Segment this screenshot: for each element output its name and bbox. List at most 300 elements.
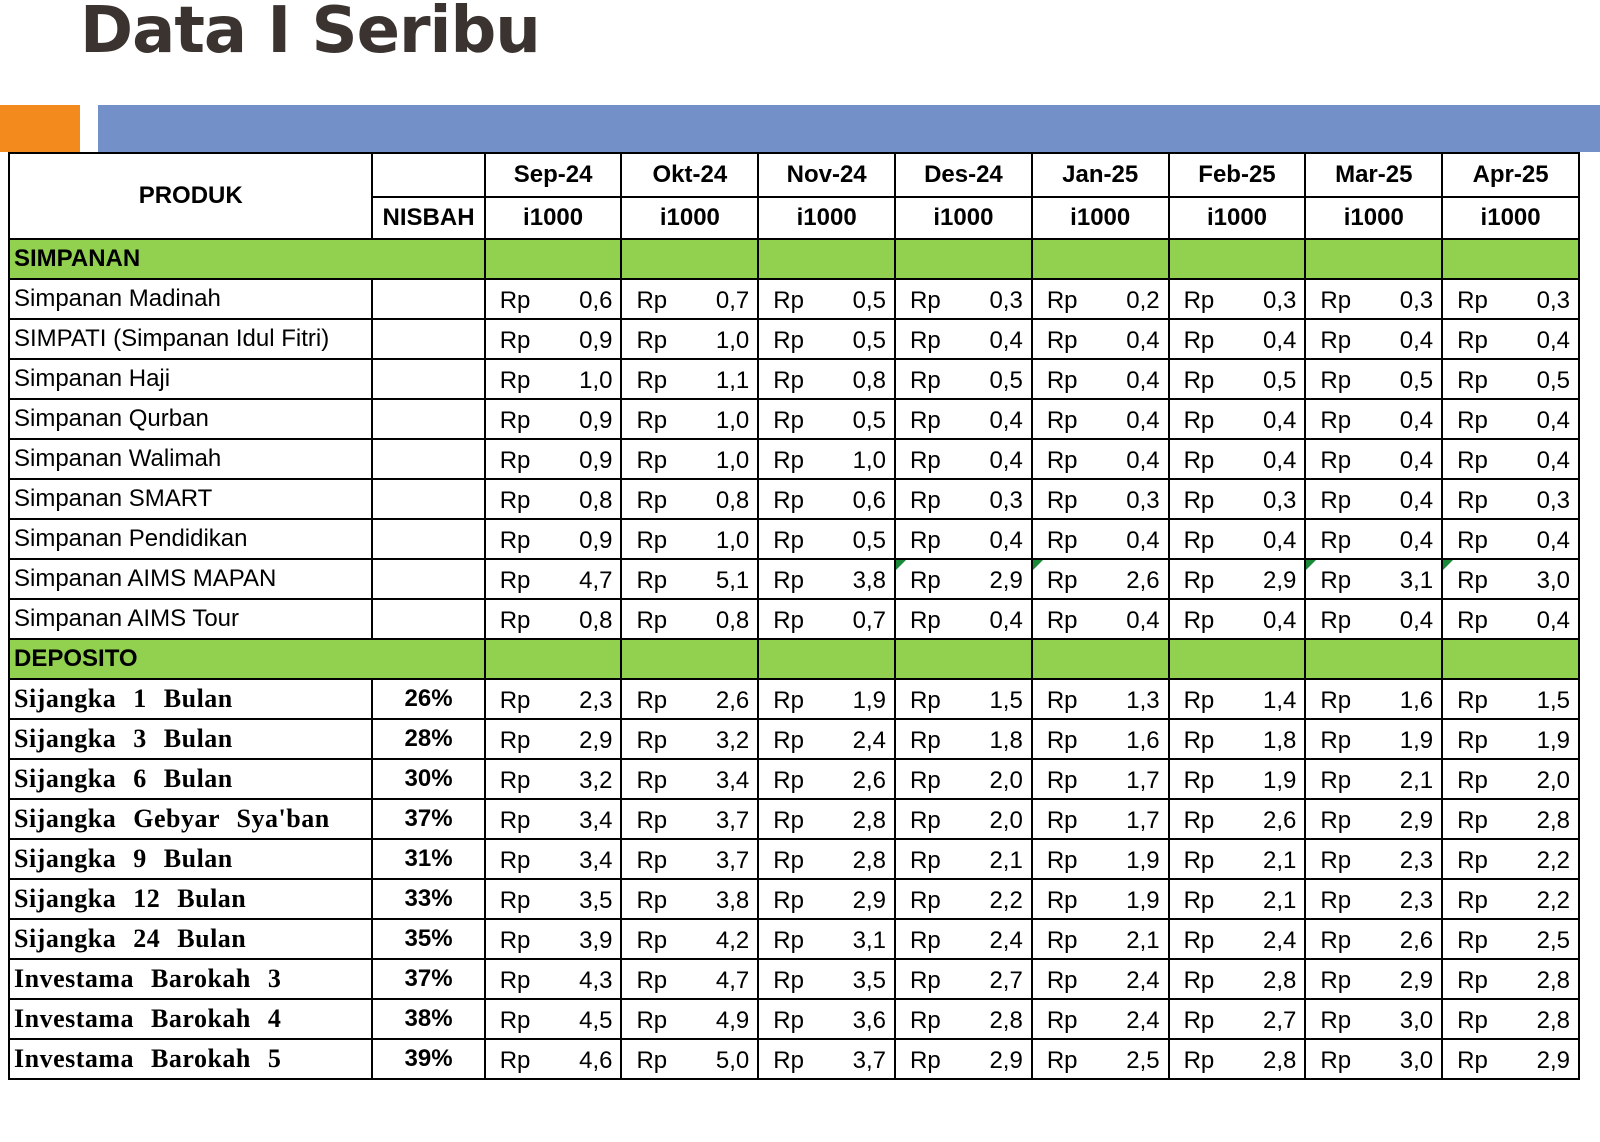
currency-label: Rp [1046, 847, 1078, 874]
currency-label: Rp [910, 767, 941, 794]
value-number: 2,3 [1399, 847, 1434, 874]
value-number: 0,3 [1263, 487, 1297, 514]
product-name: Simpanan AIMS MAPAN [9, 559, 372, 599]
value-number: 2,1 [1399, 767, 1434, 794]
currency-label: Rp [773, 407, 804, 434]
value-cell [1032, 879, 1169, 919]
product-name: Sijangka Gebyar Sya'ban [9, 799, 372, 839]
section-row-simpanan [9, 239, 1579, 279]
value-number: 3,9 [579, 927, 613, 954]
value-cell [1169, 879, 1306, 919]
value-number: 0,7 [715, 287, 750, 314]
value-cell [1305, 399, 1442, 439]
value-cell [895, 359, 1032, 399]
currency-label: Rp [1183, 607, 1215, 634]
value-number: 0,4 [1126, 327, 1160, 354]
header-unit: i1000 [621, 197, 758, 239]
value-cell [621, 679, 758, 719]
value-number: 2,8 [852, 807, 887, 834]
value-cell [485, 399, 622, 439]
currency-label: Rp [1457, 807, 1488, 834]
value-cell [758, 519, 895, 559]
currency-label: Rp [636, 887, 668, 914]
value-number: 1,9 [852, 687, 887, 714]
nisbah-cell: 37% [372, 959, 484, 999]
value-number: 0,4 [1536, 527, 1570, 554]
value-number: 0,5 [1536, 367, 1570, 394]
currency-label: Rp [1183, 487, 1215, 514]
currency-label: Rp [636, 287, 668, 314]
currency-label: Rp [499, 687, 531, 714]
currency-label: Rp [1320, 967, 1352, 994]
value-number: 2,6 [1399, 927, 1434, 954]
value-number: 2,4 [1126, 967, 1160, 994]
currency-label: Rp [773, 687, 804, 714]
currency-label: Rp [1320, 327, 1352, 354]
value-number: 3,4 [715, 767, 750, 794]
value-number: 2,6 [1263, 807, 1297, 834]
value-number: 3,4 [579, 847, 613, 874]
value-cell [895, 1039, 1032, 1079]
value-number: 0,8 [852, 367, 887, 394]
value-number: 0,3 [989, 287, 1023, 314]
value-number: 5,0 [715, 1047, 750, 1074]
section-fill-cell [758, 639, 895, 679]
value-number: 2,9 [852, 887, 887, 914]
value-number: 1,1 [715, 367, 750, 394]
currency-label: Rp [1457, 607, 1488, 634]
currency-label: Rp [1320, 447, 1352, 474]
value-cell [758, 799, 895, 839]
section-fill-cell [1169, 639, 1306, 679]
value-number: 0,4 [1536, 327, 1570, 354]
value-number: 0,9 [579, 407, 613, 434]
value-number: 3,7 [715, 847, 750, 874]
value-number: 2,5 [1536, 927, 1570, 954]
value-cell [1305, 999, 1442, 1039]
value-cell [1169, 279, 1306, 319]
currency-label: Rp [1320, 1007, 1352, 1034]
currency-label: Rp [1046, 527, 1078, 554]
value-cell [895, 279, 1032, 319]
header-month: Feb-25 [1169, 153, 1306, 197]
value-number: 0,4 [1399, 407, 1434, 434]
value-cell [1442, 999, 1579, 1039]
currency-label: Rp [499, 847, 531, 874]
value-cell [1169, 1039, 1306, 1079]
value-cell [1032, 959, 1169, 999]
value-cell [1442, 879, 1579, 919]
currency-label: Rp [636, 607, 668, 634]
currency-label: Rp [499, 927, 531, 954]
nisbah-cell: 33% [372, 879, 484, 919]
value-number: 0,4 [989, 607, 1023, 634]
currency-label: Rp [1183, 687, 1215, 714]
value-number: 2,8 [1263, 967, 1297, 994]
table-row [9, 879, 1579, 919]
rates-table [8, 152, 1580, 1080]
currency-label: Rp [499, 367, 531, 394]
value-cell [1305, 319, 1442, 359]
currency-label: Rp [1320, 407, 1352, 434]
currency-label: Rp [1457, 847, 1488, 874]
value-cell [758, 959, 895, 999]
value-cell [758, 479, 895, 519]
value-number: 0,4 [989, 407, 1023, 434]
table-row [9, 959, 1579, 999]
value-cell [621, 359, 758, 399]
value-cell [1305, 599, 1442, 639]
currency-label: Rp [499, 807, 531, 834]
value-number: 2,4 [989, 927, 1023, 954]
value-cell [1305, 719, 1442, 759]
value-cell [758, 599, 895, 639]
table-row [9, 999, 1579, 1039]
value-cell [1442, 759, 1579, 799]
value-number: 2,8 [1536, 1007, 1570, 1034]
value-number: 1,9 [1536, 727, 1570, 754]
table-row [9, 1039, 1579, 1079]
value-cell [895, 319, 1032, 359]
nisbah-cell [372, 319, 484, 359]
value-number: 1,4 [1263, 687, 1297, 714]
currency-label: Rp [499, 967, 531, 994]
value-number: 3,7 [852, 1047, 887, 1074]
nisbah-cell [372, 359, 484, 399]
value-number: 3,8 [852, 567, 887, 594]
value-cell [758, 759, 895, 799]
value-number: 0,7 [852, 607, 887, 634]
section-fill-cell [485, 239, 622, 279]
section-fill-cell [1442, 239, 1579, 279]
currency-label: Rp [1183, 327, 1215, 354]
value-number: 3,8 [715, 887, 750, 914]
value-cell [485, 439, 622, 479]
value-number: 4,7 [715, 967, 750, 994]
value-number: 3,0 [1399, 1047, 1434, 1074]
section-fill-cell [1305, 639, 1442, 679]
value-cell [1442, 839, 1579, 879]
value-cell [758, 1039, 895, 1079]
section-fill-cell [1305, 239, 1442, 279]
section-fill-cell [485, 639, 622, 679]
value-number: 3,0 [1399, 1007, 1434, 1034]
value-number: 1,0 [852, 447, 887, 474]
header-unit: i1000 [485, 197, 622, 239]
value-number: 0,4 [1263, 447, 1297, 474]
value-cell [621, 959, 758, 999]
value-cell [1032, 799, 1169, 839]
value-cell [758, 399, 895, 439]
currency-label: Rp [499, 407, 531, 434]
value-cell [621, 519, 758, 559]
value-number: 0,4 [989, 327, 1023, 354]
value-cell [1032, 1039, 1169, 1079]
nisbah-cell: 38% [372, 999, 484, 1039]
currency-label: Rp [1183, 287, 1215, 314]
value-number: 2,0 [1536, 767, 1570, 794]
header-month: Mar-25 [1305, 153, 1442, 197]
value-cell [1305, 559, 1442, 599]
value-number: 2,3 [1399, 887, 1434, 914]
currency-label: Rp [1457, 1047, 1488, 1074]
currency-label: Rp [910, 887, 941, 914]
section-label: DEPOSITO [9, 639, 485, 679]
value-cell [621, 319, 758, 359]
currency-label: Rp [1457, 527, 1488, 554]
value-number: 1,0 [715, 327, 750, 354]
value-cell [758, 999, 895, 1039]
currency-label: Rp [1046, 567, 1078, 594]
currency-label: Rp [1046, 327, 1078, 354]
section-fill-cell [895, 239, 1032, 279]
value-cell [1032, 319, 1169, 359]
currency-label: Rp [1320, 847, 1352, 874]
value-cell [1032, 839, 1169, 879]
value-cell [1442, 919, 1579, 959]
value-cell [485, 719, 622, 759]
value-cell [485, 519, 622, 559]
value-cell [485, 959, 622, 999]
value-cell [485, 479, 622, 519]
currency-label: Rp [910, 1047, 941, 1074]
table-row [9, 439, 1579, 479]
value-number: 3,1 [852, 927, 887, 954]
table-row [9, 519, 1579, 559]
currency-label: Rp [910, 727, 941, 754]
value-number: 1,9 [1399, 727, 1434, 754]
currency-label: Rp [1457, 567, 1488, 594]
value-number: 0,4 [1126, 447, 1160, 474]
value-number: 0,5 [852, 287, 887, 314]
currency-label: Rp [1457, 927, 1488, 954]
value-cell [895, 479, 1032, 519]
value-cell [1442, 399, 1579, 439]
value-number: 0,4 [1536, 407, 1570, 434]
currency-label: Rp [773, 367, 804, 394]
currency-label: Rp [1320, 1047, 1352, 1074]
value-number: 4,6 [579, 1047, 613, 1074]
currency-label: Rp [1320, 927, 1352, 954]
currency-label: Rp [636, 487, 668, 514]
table-row [9, 799, 1579, 839]
section-fill-cell [621, 639, 758, 679]
value-number: 2,8 [1263, 1047, 1297, 1074]
section-label: SIMPANAN [9, 239, 485, 279]
currency-label: Rp [636, 367, 668, 394]
value-cell [485, 1039, 622, 1079]
value-number: 2,4 [852, 727, 887, 754]
value-number: 3,4 [579, 807, 613, 834]
currency-label: Rp [499, 1047, 531, 1074]
value-cell [758, 679, 895, 719]
header-month: Jan-25 [1032, 153, 1169, 197]
value-cell [758, 919, 895, 959]
value-cell [1032, 919, 1169, 959]
table-row [9, 719, 1579, 759]
value-cell [485, 839, 622, 879]
currency-label: Rp [910, 367, 941, 394]
value-number: 0,5 [1399, 367, 1434, 394]
currency-label: Rp [1457, 447, 1488, 474]
currency-label: Rp [1320, 687, 1352, 714]
value-cell [1169, 319, 1306, 359]
currency-label: Rp [910, 407, 941, 434]
value-cell [621, 879, 758, 919]
value-number: 2,1 [1263, 847, 1297, 874]
value-number: 0,5 [852, 527, 887, 554]
product-name: SIMPATI (Simpanan Idul Fitri) [9, 319, 372, 359]
currency-label: Rp [1183, 527, 1215, 554]
value-number: 0,4 [1399, 607, 1434, 634]
currency-label: Rp [773, 567, 804, 594]
header-month: Apr-25 [1442, 153, 1579, 197]
currency-label: Rp [910, 967, 941, 994]
currency-label: Rp [773, 447, 804, 474]
currency-label: Rp [1320, 767, 1352, 794]
value-cell [485, 799, 622, 839]
value-number: 0,6 [579, 287, 613, 314]
value-cell [895, 839, 1032, 879]
currency-label: Rp [636, 527, 668, 554]
section-fill-cell [895, 639, 1032, 679]
currency-label: Rp [499, 527, 531, 554]
value-number: 5,1 [715, 567, 750, 594]
value-cell [895, 519, 1032, 559]
currency-label: Rp [773, 527, 804, 554]
value-number: 0,5 [852, 407, 887, 434]
value-number: 2,8 [1536, 807, 1570, 834]
currency-label: Rp [1046, 407, 1078, 434]
value-cell [1169, 799, 1306, 839]
value-number: 2,1 [1263, 887, 1297, 914]
value-cell [1169, 399, 1306, 439]
value-number: 4,2 [715, 927, 750, 954]
currency-label: Rp [773, 727, 804, 754]
value-cell [895, 399, 1032, 439]
header-nisbah-blank [372, 153, 484, 197]
value-cell [1305, 839, 1442, 879]
currency-label: Rp [1183, 967, 1215, 994]
value-number: 0,5 [1263, 367, 1297, 394]
currency-label: Rp [636, 567, 668, 594]
currency-label: Rp [1183, 1007, 1215, 1034]
nisbah-cell: 37% [372, 799, 484, 839]
value-number: 3,0 [1536, 567, 1570, 594]
value-cell [1032, 679, 1169, 719]
value-cell [758, 319, 895, 359]
currency-label: Rp [1457, 687, 1488, 714]
value-cell [895, 559, 1032, 599]
product-name: Sijangka 3 Bulan [9, 719, 372, 759]
nisbah-cell: 39% [372, 1039, 484, 1079]
product-name: Sijangka 24 Bulan [9, 919, 372, 959]
value-number: 2,2 [1536, 887, 1570, 914]
value-cell [1442, 719, 1579, 759]
value-cell [621, 719, 758, 759]
value-cell [1442, 799, 1579, 839]
value-number: 1,6 [1126, 727, 1160, 754]
product-name: Sijangka 9 Bulan [9, 839, 372, 879]
currency-label: Rp [1457, 487, 1488, 514]
currency-label: Rp [499, 887, 531, 914]
currency-label: Rp [636, 727, 668, 754]
accent-bar-blue [98, 105, 1600, 152]
currency-label: Rp [1320, 807, 1352, 834]
value-cell [1032, 999, 1169, 1039]
nisbah-cell [372, 479, 484, 519]
page-title: Data I Seribu [80, 0, 540, 68]
value-cell [485, 999, 622, 1039]
currency-label: Rp [636, 687, 668, 714]
value-cell [1305, 759, 1442, 799]
value-cell [1305, 519, 1442, 559]
currency-label: Rp [910, 447, 941, 474]
value-cell [1442, 959, 1579, 999]
value-cell [485, 319, 622, 359]
value-number: 2,4 [1263, 927, 1297, 954]
value-number: 1,8 [989, 727, 1023, 754]
currency-label: Rp [1183, 447, 1215, 474]
value-cell [1169, 919, 1306, 959]
value-number: 2,6 [1126, 567, 1160, 594]
value-cell [1169, 559, 1306, 599]
value-cell [485, 279, 622, 319]
value-number: 2,9 [1263, 567, 1297, 594]
value-cell [758, 359, 895, 399]
value-number: 2,6 [852, 767, 887, 794]
value-cell [1305, 959, 1442, 999]
product-name: Simpanan Walimah [9, 439, 372, 479]
currency-label: Rp [636, 767, 668, 794]
currency-label: Rp [1046, 767, 1078, 794]
value-cell [1305, 439, 1442, 479]
table-row [9, 559, 1579, 599]
value-number: 2,0 [989, 807, 1023, 834]
value-cell [895, 959, 1032, 999]
currency-label: Rp [636, 327, 668, 354]
section-fill-cell [758, 239, 895, 279]
value-number: 0,8 [579, 487, 613, 514]
product-name: Simpanan Madinah [9, 279, 372, 319]
currency-label: Rp [1457, 327, 1488, 354]
currency-label: Rp [910, 847, 941, 874]
value-cell [1442, 439, 1579, 479]
value-cell [1169, 359, 1306, 399]
section-fill-cell [1442, 639, 1579, 679]
currency-label: Rp [1320, 887, 1352, 914]
currency-label: Rp [1046, 367, 1078, 394]
currency-label: Rp [910, 927, 941, 954]
value-cell [621, 919, 758, 959]
value-cell [621, 999, 758, 1039]
value-cell [758, 839, 895, 879]
table-row [9, 599, 1579, 639]
value-number: 2,9 [579, 727, 613, 754]
value-number: 0,2 [1126, 287, 1160, 314]
value-number: 1,0 [715, 527, 750, 554]
value-number: 0,4 [1536, 447, 1570, 474]
value-number: 2,7 [989, 967, 1023, 994]
currency-label: Rp [499, 1007, 531, 1034]
nisbah-cell: 35% [372, 919, 484, 959]
value-cell [895, 759, 1032, 799]
value-number: 1,3 [1126, 687, 1160, 714]
value-cell [621, 479, 758, 519]
currency-label: Rp [1046, 807, 1078, 834]
section-row-deposito [9, 639, 1579, 679]
header-month: Des-24 [895, 153, 1032, 197]
